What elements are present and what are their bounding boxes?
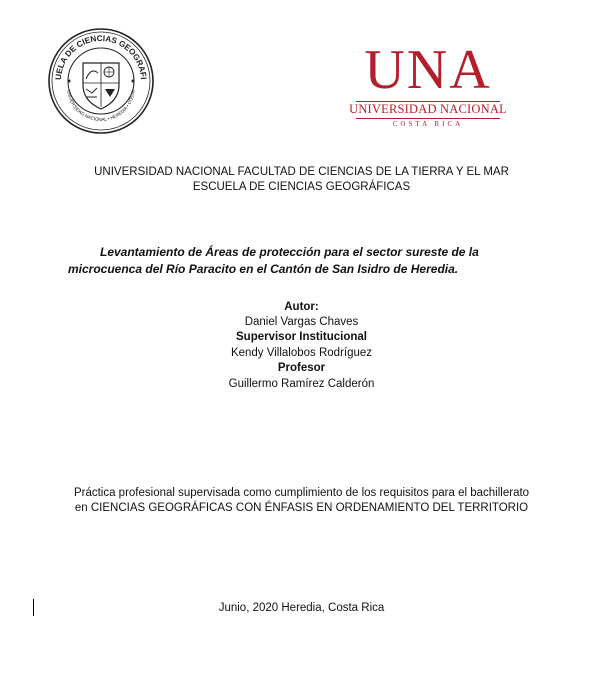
una-logo-rule — [356, 118, 500, 119]
seal-top-text: UELA DE CIENCIAS GEOGRAFI — [53, 33, 148, 81]
document-title — [68, 244, 548, 278]
school-line: ESCUELA DE CIENCIAS GEOGRÁFICAS — [192, 181, 411, 193]
una-logo-name: UNIVERSIDAD NACIONAL — [349, 102, 507, 116]
purpose-line-1: Práctica profesional supervisada como cumplimiento de los requisitos para el bachillerato — [73, 487, 530, 499]
purpose-line-2: en CIENCIAS GEOGRÁFICAS CON ÉNFASIS EN ORDENAMIENTO DEL TERRITORIO — [74, 502, 529, 514]
author-label: Autor: — [284, 301, 319, 313]
professor-label: Profesor — [277, 362, 326, 374]
supervisor-label: Supervisor Institucional — [236, 331, 367, 343]
supervisor-name: Kendy Villalobos Rodríguez — [230, 347, 373, 359]
university-line: UNIVERSIDAD NACIONAL FACULTAD DE CIENCIAS DE LA TIERRA Y EL MAR — [94, 166, 509, 178]
professor-name: Guillermo Ramírez Calderón — [228, 378, 375, 390]
author-name: Daniel Vargas Chaves — [244, 316, 359, 328]
title-line-1: Levantamiento de Áreas de protección para el sector sureste de la — [100, 245, 479, 259]
date-place: Junio, 2020 Heredia, Costa Rica — [218, 602, 385, 614]
seal-bottom-text: UNIVERSIDAD NACIONAL • HEREDIA • COSTA — [66, 89, 136, 123]
una-logo — [348, 40, 508, 132]
geography-school-seal — [47, 27, 155, 135]
title-line-2: microcuenca del Río Paracito en el Cantón de San Isidro de Heredia. — [68, 262, 459, 276]
una-logo-letters: UNA — [364, 39, 492, 101]
una-logo-country: COSTA RICA — [392, 120, 464, 128]
